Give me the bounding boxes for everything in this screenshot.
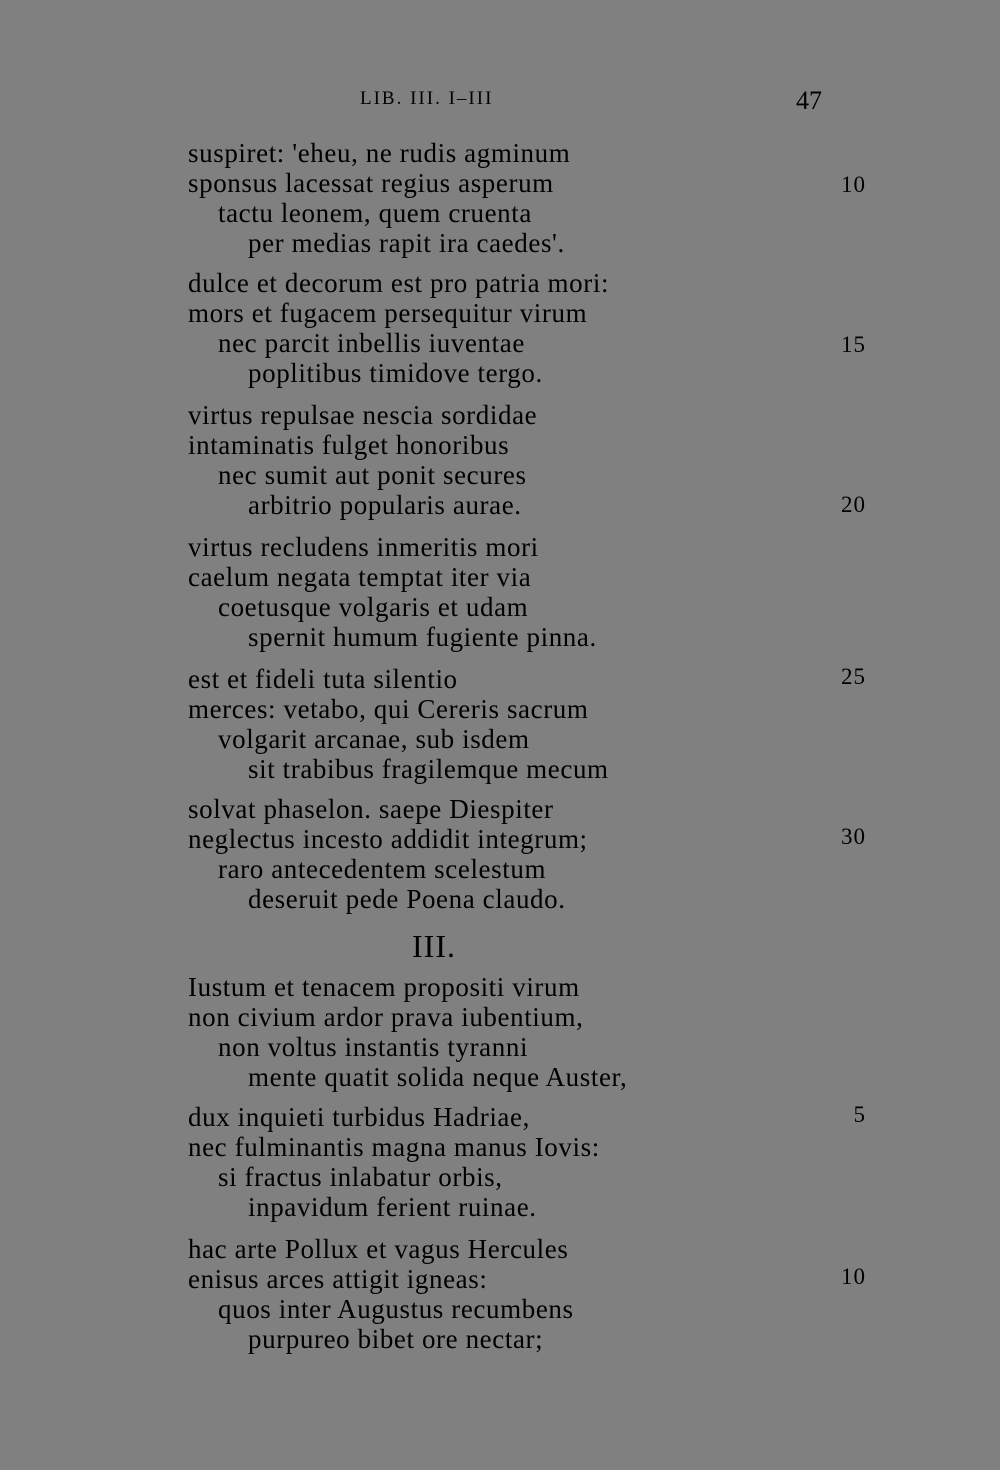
verse-line: per medias rapit ira caedes'. (248, 228, 565, 258)
running-title: LIB. III. I–III (360, 88, 494, 109)
page-number: 47 (796, 86, 822, 115)
verse-line: hac arte Pollux et vagus Hercules (188, 1234, 569, 1264)
line-number: 10 (841, 1264, 866, 1289)
verse-line: spernit humum fugiente pinna. (248, 622, 597, 652)
verse-line: sponsus lacessat regius asperum (188, 168, 554, 198)
verse-line: arbitrio popularis aurae. (248, 490, 522, 520)
line-number: 5 (853, 1102, 866, 1127)
verse-line: inpavidum ferient ruinae. (248, 1192, 537, 1222)
verse-line: caelum negata temptat iter via (188, 562, 532, 592)
verse-line: si fractus inlabatur orbis, (218, 1162, 503, 1192)
line-number: 30 (841, 824, 866, 849)
verse-line: dulce et decorum est pro patria mori: (188, 268, 610, 298)
verse-line: virtus repulsae nescia sordidae (188, 400, 538, 430)
verse-line: deseruit pede Poena claudo. (248, 884, 566, 914)
verse-line: virtus recludens inmeritis mori (188, 532, 539, 562)
verse-line: non voltus instantis tyranni (218, 1032, 529, 1062)
line-number: 10 (841, 172, 866, 197)
verse-line: quos inter Augustus recumbens (218, 1294, 574, 1324)
verse-line: non civium ardor prava iubentium, (188, 1002, 584, 1032)
verse-line: coetusque volgaris et udam (218, 592, 529, 622)
verse-line: nec parcit inbellis iuventae (218, 328, 525, 358)
verse-line: volgarit arcanae, sub isdem (218, 724, 530, 754)
verse-line: intaminatis fulget honoribus (188, 430, 510, 460)
verse-line: raro antecedentem scelestum (218, 854, 547, 884)
verse-line: mors et fugacem persequitur virum (188, 298, 588, 328)
verse-line: neglectus incesto addidit integrum; (188, 824, 588, 854)
verse-line: nec fulminantis magna manus Iovis: (188, 1132, 600, 1162)
line-number: 25 (841, 664, 866, 689)
line-number: 15 (841, 332, 866, 357)
verse-line: mente quatit solida neque Auster, (248, 1062, 628, 1092)
verse-line: merces: vetabo, qui Cereris sacrum (188, 694, 589, 724)
verse-line: suspiret: 'eheu, ne rudis agminum (188, 138, 571, 168)
verse-line: Iustum et tenacem propositi virum (188, 972, 580, 1002)
verse-line: dux inquieti turbidus Hadriae, (188, 1102, 530, 1132)
line-number: 20 (841, 492, 866, 517)
verse-line: solvat phaselon. saepe Diespiter (188, 794, 554, 824)
verse-line: est et fideli tuta silentio (188, 664, 458, 694)
verse-line: poplitibus timidove tergo. (248, 358, 543, 388)
ode-heading: III. (412, 928, 456, 964)
verse-line: tactu leonem, quem cruenta (218, 198, 532, 228)
verse-line: enisus arces attigit igneas: (188, 1264, 488, 1294)
verse-line: nec sumit aut ponit secures (218, 460, 527, 490)
verse-line: purpureo bibet ore nectar; (248, 1324, 544, 1354)
verse-line: sit trabibus fragilemque mecum (248, 754, 609, 784)
